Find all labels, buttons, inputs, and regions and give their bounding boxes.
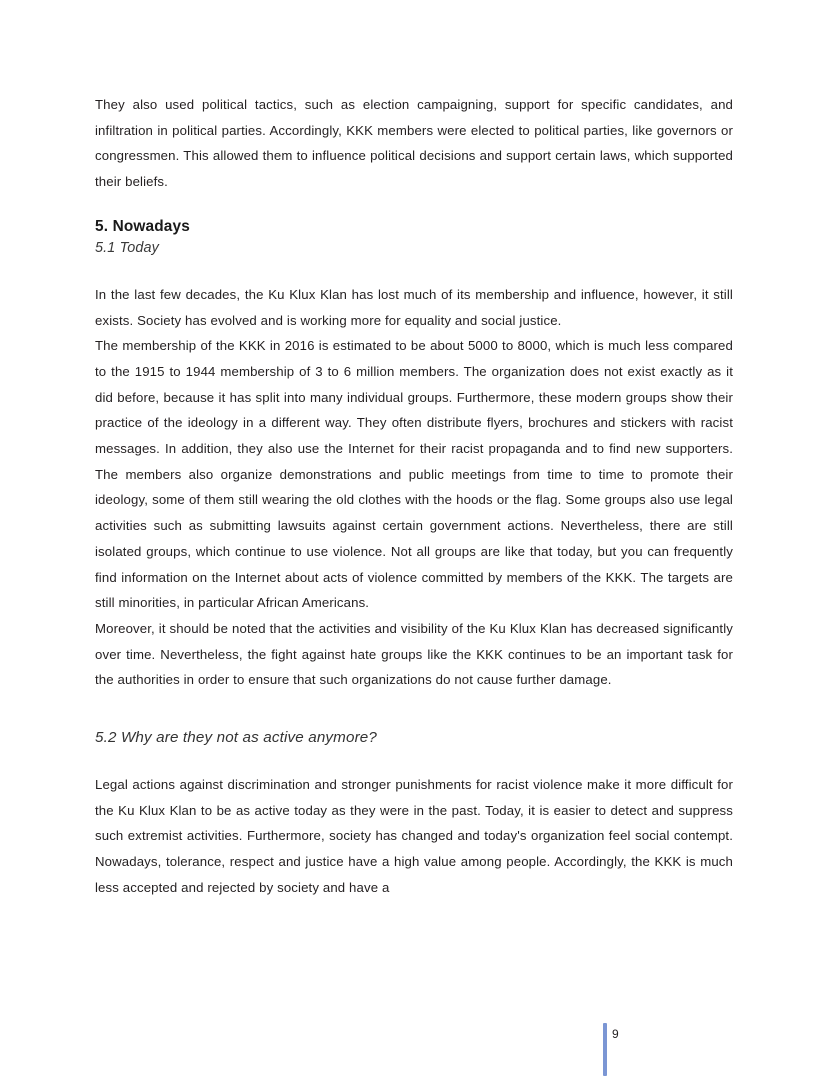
spacer (95, 693, 733, 727)
spacer (95, 195, 733, 217)
heading-5-1-today: 5.1 Today (95, 239, 159, 256)
paragraph-membership-statistics: The membership of the KKK in 2016 is estimated to be about 5000 to 8000, which is much less compared to the 1915 to 1944 membership of 3 to 6 million members. The organization does not exist exactly as it did before, because it has split into many individual groups. Furthermore, these modern groups show their practice of the ideology in a different way. They often distribute flyers, brochures and stickers with racist messages. In addition, they also use the Internet for their racist propaganda and to find new supporters. The members also organize demonstrations and public meetings from time to time to promote their ideology, some of them still wearing the old clothes with the hoods or the flag. Some groups also use legal activities such as submitting lawsuits against certain government actions. Nevertheless, there are still isolated groups, which continue to use violence. Not all groups are like that today, but you can frequently find information on the Internet about acts of violence committed by members of the KKK. The targets are still minorities, in particular African Americans. (95, 338, 733, 611)
page-content (95, 92, 733, 901)
paragraph-political-tactics: They also used political tactics, such as election campaigning, support for specific candidates, and infiltration in political parties. Accordingly, KKK members were elected to political parties, like governors or congressmen. This allowed them to influence political decisions and support certain laws, which supported their beliefs. (95, 97, 733, 190)
paragraph-decreased-visibility: Moreover, it should be noted that the activities and visibility of the Ku Klux Klan has decreased significantly over time. Nevertheless, the fight against hate groups like the KKK continues to be an important task for the authorities in order to ensure that such organizations do not cause further damage. (95, 620, 733, 688)
paragraph-legal-actions: Legal actions against discrimination and stronger punishments for racist violence make it more difficult for the Ku Klux Klan to be as active today as they were in the past. Today, it is easier to detect and suppress such extremist activities. Furthermore, society has changed and today's organization feel social contempt. Nowadays, tolerance, respect and justice have a high value among people. Accordingly, the KKK is much less accepted and rejected by society and have a (95, 777, 733, 895)
heading-5-2-why-not-active: 5.2 Why are they not as active anymore? (95, 729, 377, 747)
page-marker-bar (603, 1023, 607, 1076)
paragraph-last-few-decades: In the last few decades, the Ku Klux Klan has lost much of its membership and influence, however, it still exists. Society has evolved and is working more for equality and social justice. (95, 286, 733, 328)
heading-5-nowadays: 5. Nowadays (95, 217, 190, 235)
page-number: 9 (612, 1027, 619, 1041)
spacer (95, 259, 733, 282)
page-footer (0, 1015, 828, 1071)
spacer (95, 749, 733, 772)
